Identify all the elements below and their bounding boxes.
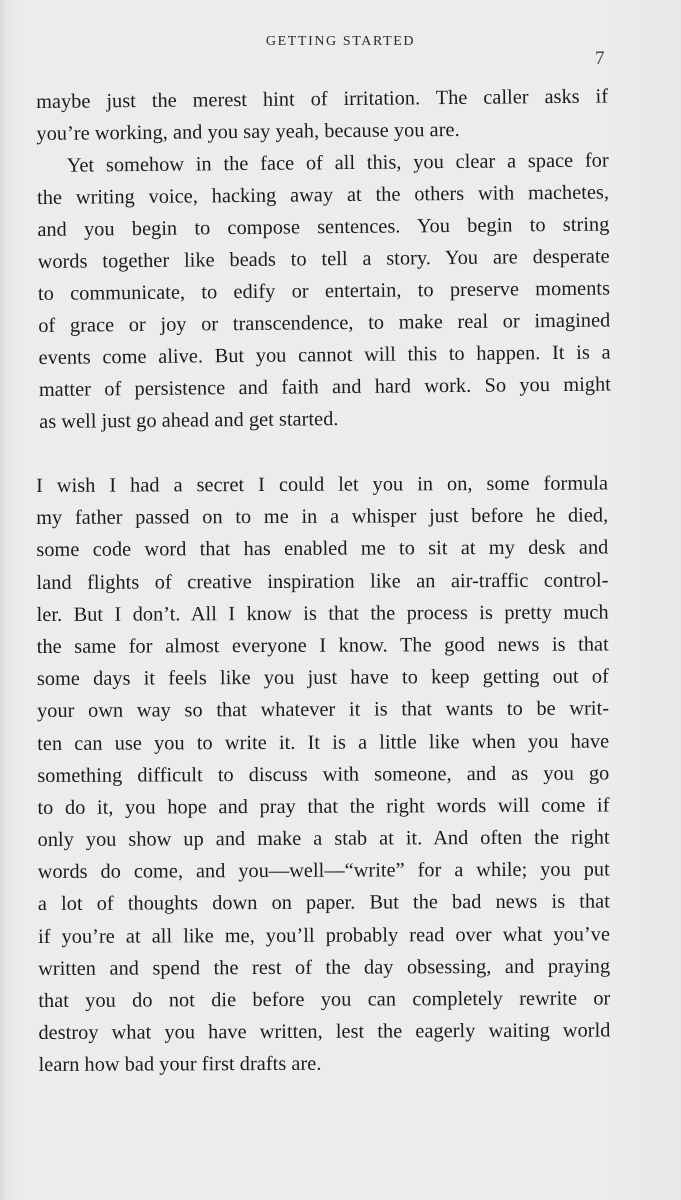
text-line: ler. But I don’t. All I know is that the process is pretty much — [36, 601, 609, 626]
text-line: land flights of creative inspiration like an air-traffic control- — [36, 569, 609, 594]
text-line: to communicate, to edify or entertain, to preserve moments — [37, 277, 611, 305]
text-line: some code word that has enabled me to sit at my desk and — [36, 536, 609, 562]
text-line: as well just go ahead and get started. — [39, 408, 339, 433]
text-line: of grace or joy or transcendence, to make real or imagined — [38, 309, 611, 337]
text-line: maybe just the merest hint of irritation. The caller asks if — [36, 85, 609, 113]
text-line: matter of persistence and faith and hard work. So you might — [38, 373, 611, 401]
text-block-lower — [36, 468, 611, 1082]
text-line: if you’re at all like me, you’ll probably read over what you’ve — [37, 923, 611, 948]
page-number: 7 — [595, 48, 605, 69]
text-line: words do come, and you—well—“write” for a while; you put — [37, 858, 610, 884]
text-line: the writing voice, hacking away at the others with machetes, — [36, 181, 610, 209]
text-line: I wish I had a secret I could let you in on, some formula — [36, 472, 609, 497]
text-line: some days it feels like you just have to keep getting out of — [36, 665, 609, 691]
running-head: GETTING STARTED — [265, 34, 416, 49]
text-line: my father passed on to me in a whisper just before he died, — [36, 504, 609, 530]
text-line: and you begin to compose sentences. You begin to string — [37, 213, 610, 241]
text-line: ten can use you to write it. It is a little like when you have — [37, 730, 610, 755]
text-line: learn how bad your first drafts are. — [38, 1053, 322, 1077]
text-block-upper — [36, 81, 611, 438]
text-line: that you do not die before you can completely rewrite or — [38, 987, 611, 1012]
text-line: you’re working, and you say yeah, because you are. — [36, 118, 460, 145]
text-line: something difficult to discuss with someone, and as you go — [37, 762, 610, 787]
text-line: a lot of thoughts down on paper. But the bad news is that — [37, 890, 610, 916]
text-line: destroy what you have written, lest the eagerly waiting world — [38, 1019, 611, 1045]
text-line: your own way so that whatever it is that wants to be writ- — [37, 697, 610, 723]
text-line: words together like beads to tell a story. You are desperate — [37, 245, 610, 273]
text-line: the same for almost everyone I know. The good news is that — [36, 633, 609, 658]
text-line: Yet somehow in the face of all this, you clear a space for — [66, 149, 609, 177]
text-line: only you show up and make a stab at it. And often the right — [37, 826, 610, 852]
text-line: events come alive. But you cannot will this to happen. It is a — [38, 341, 611, 369]
text-line: written and spend the rest of the day obsessing, and praying — [38, 955, 611, 980]
text-line: to do it, you hope and pray that the right words will come if — [37, 794, 610, 819]
